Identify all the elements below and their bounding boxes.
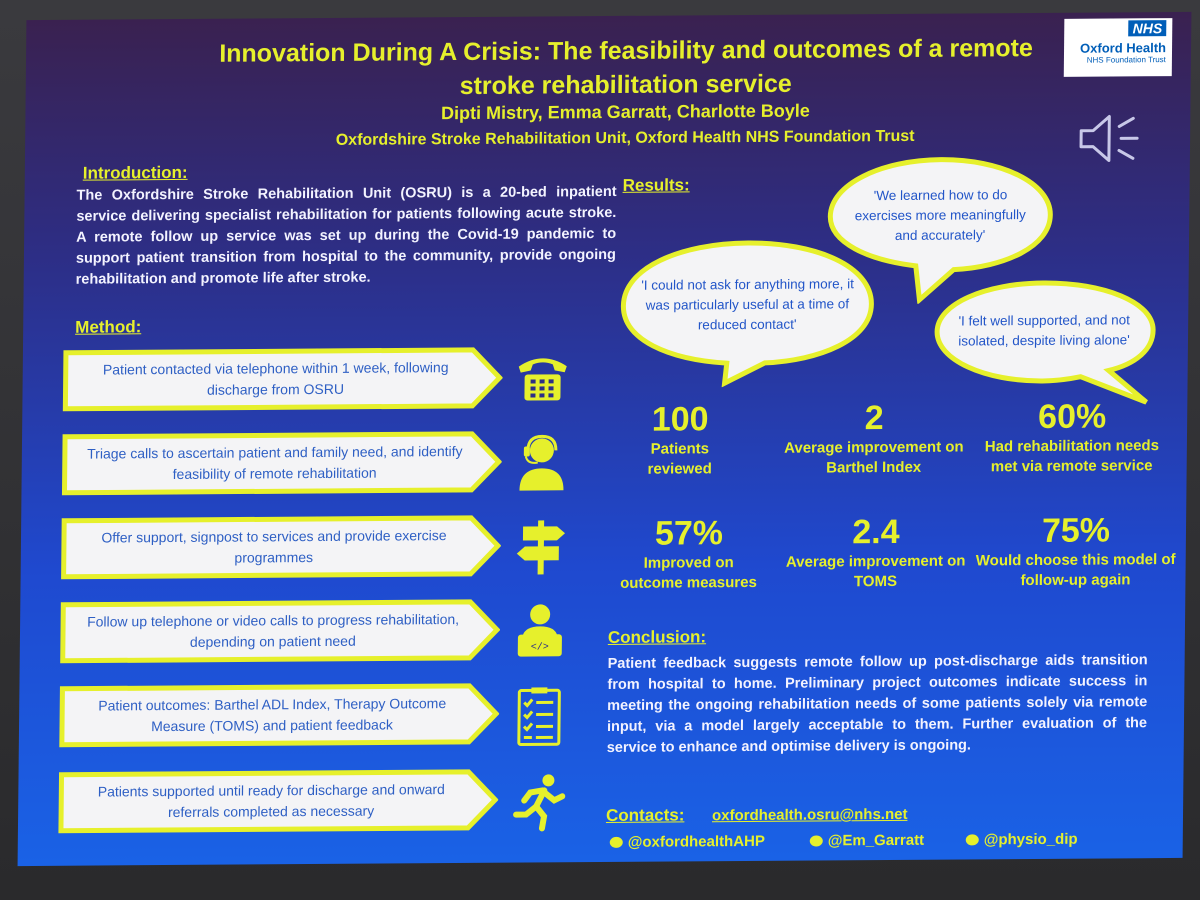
method-step-text: Offer support, signpost to services and provide exercise programmes bbox=[101, 527, 447, 566]
introduction-text: The Oxfordshire Stroke Rehabilitation Unit (OSRU) is a 20-bed inpatient service delivering specialist rehabilitation for patients following acute stroke. A remote follow up service was set up during the Covid-19 pandemic to support patient transition from hospital to the community, provide ongoing rehabilitation and promote life after stroke. bbox=[75, 183, 617, 288]
stat-value: 100 bbox=[651, 400, 709, 439]
twitter-handle-3[interactable] bbox=[966, 831, 1078, 849]
headset-person-icon bbox=[511, 432, 572, 492]
stat-toms-improvement bbox=[780, 511, 971, 592]
stat-label: Patients reviewed bbox=[647, 440, 712, 478]
contacts-label: Contacts: bbox=[605, 805, 685, 825]
signpost-icon bbox=[511, 516, 572, 576]
stat-needs-met bbox=[972, 396, 1173, 477]
stat-choose-again bbox=[975, 510, 1176, 591]
stat-value: 2 bbox=[864, 399, 884, 438]
poster bbox=[18, 12, 1192, 866]
nhs-badge: NHS bbox=[1129, 20, 1167, 36]
quote-text: 'I could not ask for anything more, it was particularly useful at a time of reduced contact' bbox=[641, 276, 855, 333]
conclusion-heading: Conclusion: bbox=[607, 627, 707, 647]
quote-text: 'We learned how to do exercises more meaningfully and accurately' bbox=[854, 187, 1026, 243]
stat-label: Average improvement on TOMS bbox=[785, 552, 966, 591]
stat-label: Had rehabilitation needs met via remote service bbox=[984, 437, 1160, 476]
method-step-1 bbox=[62, 347, 503, 412]
stat-barthel-improvement bbox=[774, 397, 975, 478]
twitter-handle-2[interactable] bbox=[810, 832, 925, 850]
stat-value: 2.4 bbox=[852, 512, 900, 552]
nhs-logo-name: Oxford Health bbox=[1080, 40, 1167, 56]
method-step-3 bbox=[61, 515, 502, 580]
conclusion-text: Patient feedback suggests remote follow up post-discharge aids transition from hospital to home. Preliminary project outcomes indicate success in meeting the ongoing rehabilitation needs of some patients solely via remote input, via a model largely acceptable to them. Further evaluation of the service to enhance and optimise delivery is ongoing. bbox=[606, 652, 1148, 756]
twitter-handle-text: @oxfordhealthAHP bbox=[627, 832, 766, 851]
contact-email-link[interactable]: oxfordhealth.osru@nhs.net bbox=[711, 805, 908, 825]
twitter-icon bbox=[966, 834, 979, 845]
method-step-text: Patient outcomes: Barthel ADL Index, Therapy Outcome Measure (TOMS) and patient feedback bbox=[98, 695, 447, 735]
stat-patients-reviewed bbox=[600, 399, 761, 480]
method-step-2 bbox=[61, 431, 502, 496]
telephone-icon bbox=[512, 346, 573, 406]
method-step-4 bbox=[60, 599, 501, 664]
person-laptop-icon bbox=[510, 600, 571, 660]
stat-label: Average improvement on Barthel Index bbox=[784, 438, 964, 477]
speaker-icon[interactable] bbox=[1075, 108, 1156, 169]
stat-value: 75% bbox=[1041, 511, 1111, 550]
twitter-handle-text: @physio_dip bbox=[983, 830, 1078, 849]
method-step-5 bbox=[59, 683, 500, 748]
poster-affiliation: Oxfordshire Stroke Rehabilitation Unit, Oxford Health NHS Foundation Trust bbox=[335, 127, 915, 149]
nhs-logo bbox=[1064, 18, 1173, 77]
stat-outcome-improved bbox=[598, 513, 779, 594]
quote-text: 'I felt well supported, and not isolated, despite living alone' bbox=[958, 312, 1131, 349]
method-step-6 bbox=[58, 769, 499, 834]
nhs-logo-sub: NHS Foundation Trust bbox=[1086, 55, 1166, 65]
method-step-text: Triage calls to ascertain patient and family need, and identify feasibility of remote rehabilitation bbox=[87, 442, 463, 483]
method-step-text: Patients supported until ready for discharge and onward referrals completed as necessary bbox=[97, 781, 445, 821]
svg-text:</>: </> bbox=[530, 642, 549, 654]
method-step-text: Patient contacted via telephone within 1 week, following discharge from OSRU bbox=[102, 359, 449, 398]
results-heading: Results: bbox=[622, 175, 690, 195]
stat-label: Improved on outcome measures bbox=[620, 554, 757, 592]
stat-value: 60% bbox=[1037, 397, 1107, 436]
method-heading: Method: bbox=[75, 317, 142, 337]
poster-title: Innovation During A Crisis: The feasibility and outcomes of a remote stroke rehabilitation service bbox=[219, 34, 1033, 101]
stat-value: 57% bbox=[654, 514, 724, 553]
method-step-text: Follow up telephone or video calls to progress rehabilitation, depending on patient need bbox=[87, 611, 460, 650]
twitter-icon bbox=[810, 835, 823, 846]
stat-label: Would choose this model of follow-up again bbox=[975, 551, 1176, 590]
checklist-icon bbox=[509, 686, 570, 746]
twitter-icon bbox=[610, 837, 623, 848]
twitter-handle-1[interactable] bbox=[610, 833, 765, 851]
poster-authors: Dipti Mistry, Emma Garratt, Charlotte Boyle bbox=[440, 100, 810, 124]
introduction-heading: Introduction: bbox=[82, 162, 188, 183]
quote-bubble-3 bbox=[930, 276, 1167, 408]
twitter-handle-text: @Em_Garratt bbox=[827, 831, 925, 850]
running-person-icon bbox=[508, 772, 569, 832]
